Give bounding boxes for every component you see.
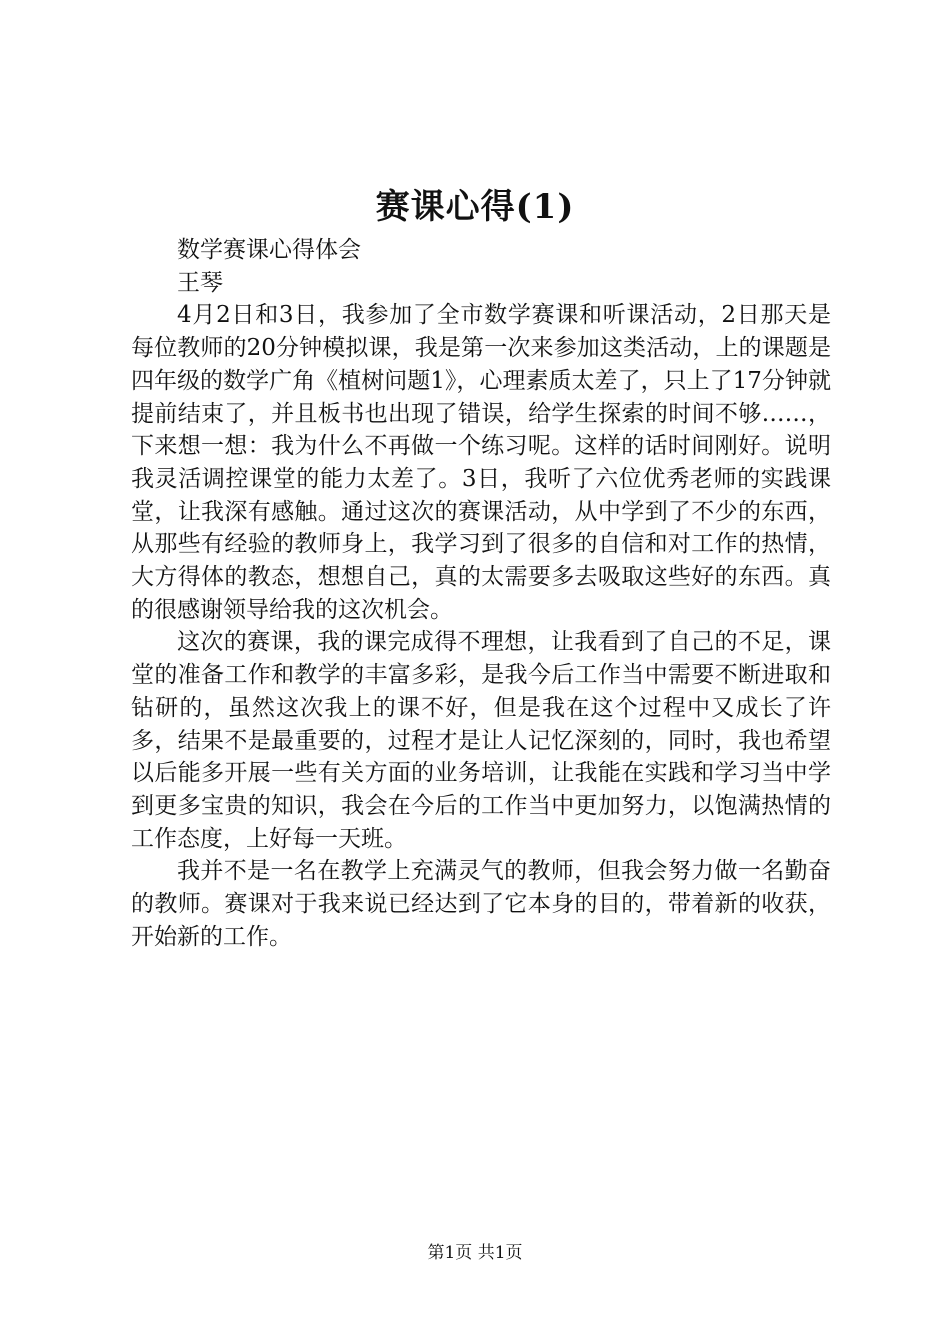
document-subtitle: 数学赛课心得体会 [177,237,361,263]
paragraph-1: 4月2日和3日，我参加了全市数学赛课和听课活动，2日那天是每位教师的20分钟模拟课，我是第一次来参加这类活动，上的课题是四年级的数学广角《植树问题1》，心理素质太差了，只上了17分钟就提前结束了，并且板书也出现了错误，给学生探索的时间不够……，下来想一想：我为什么不再做一个练习呢。这样的话时间刚好。说明我灵活调控课堂的能力太差了。3日，我听了六位优秀老师的实践课堂，让我深有感触。通过这次的赛课活动，从中学到了不少的东西，从那些有经验的教师身上，我学习到了很多的自信和对工作的热情，大方得体的教态，想想自己，真的太需要多去吸取这些好的东西。真的很感谢领导给我的这次机会。 [131,302,831,623]
page-footer: 第1页 共1页 [427,1243,523,1263]
document-body [131,234,831,953]
document-author: 王琴 [177,269,223,296]
document-title: 赛课心得(1) [375,187,575,227]
paragraph-2: 这次的赛课，我的课完成得不理想，让我看到了自己的不足，课堂的准备工作和教学的丰富多彩，是我今后工作当中需要不断进取和钻研的，虽然这次我上的课不好，但是我在这个过程中又成长了许多，结果不是最重要的，过程才是让人记忆深刻的，同时，我也希望以后能多开展一些有关方面的业务培训，让我能在实践和学习当中学到更多宝贵的知识，我会在今后的工作当中更加努力，以饱满热情的工作态度，上好每一天班。 [131,629,831,852]
paragraph-3: 我并不是一名在教学上充满灵气的教师，但我会努力做一名勤奋的教师。赛课对于我来说已经达到了它本身的目的，带着新的收获，开始新的工作。 [131,858,831,950]
